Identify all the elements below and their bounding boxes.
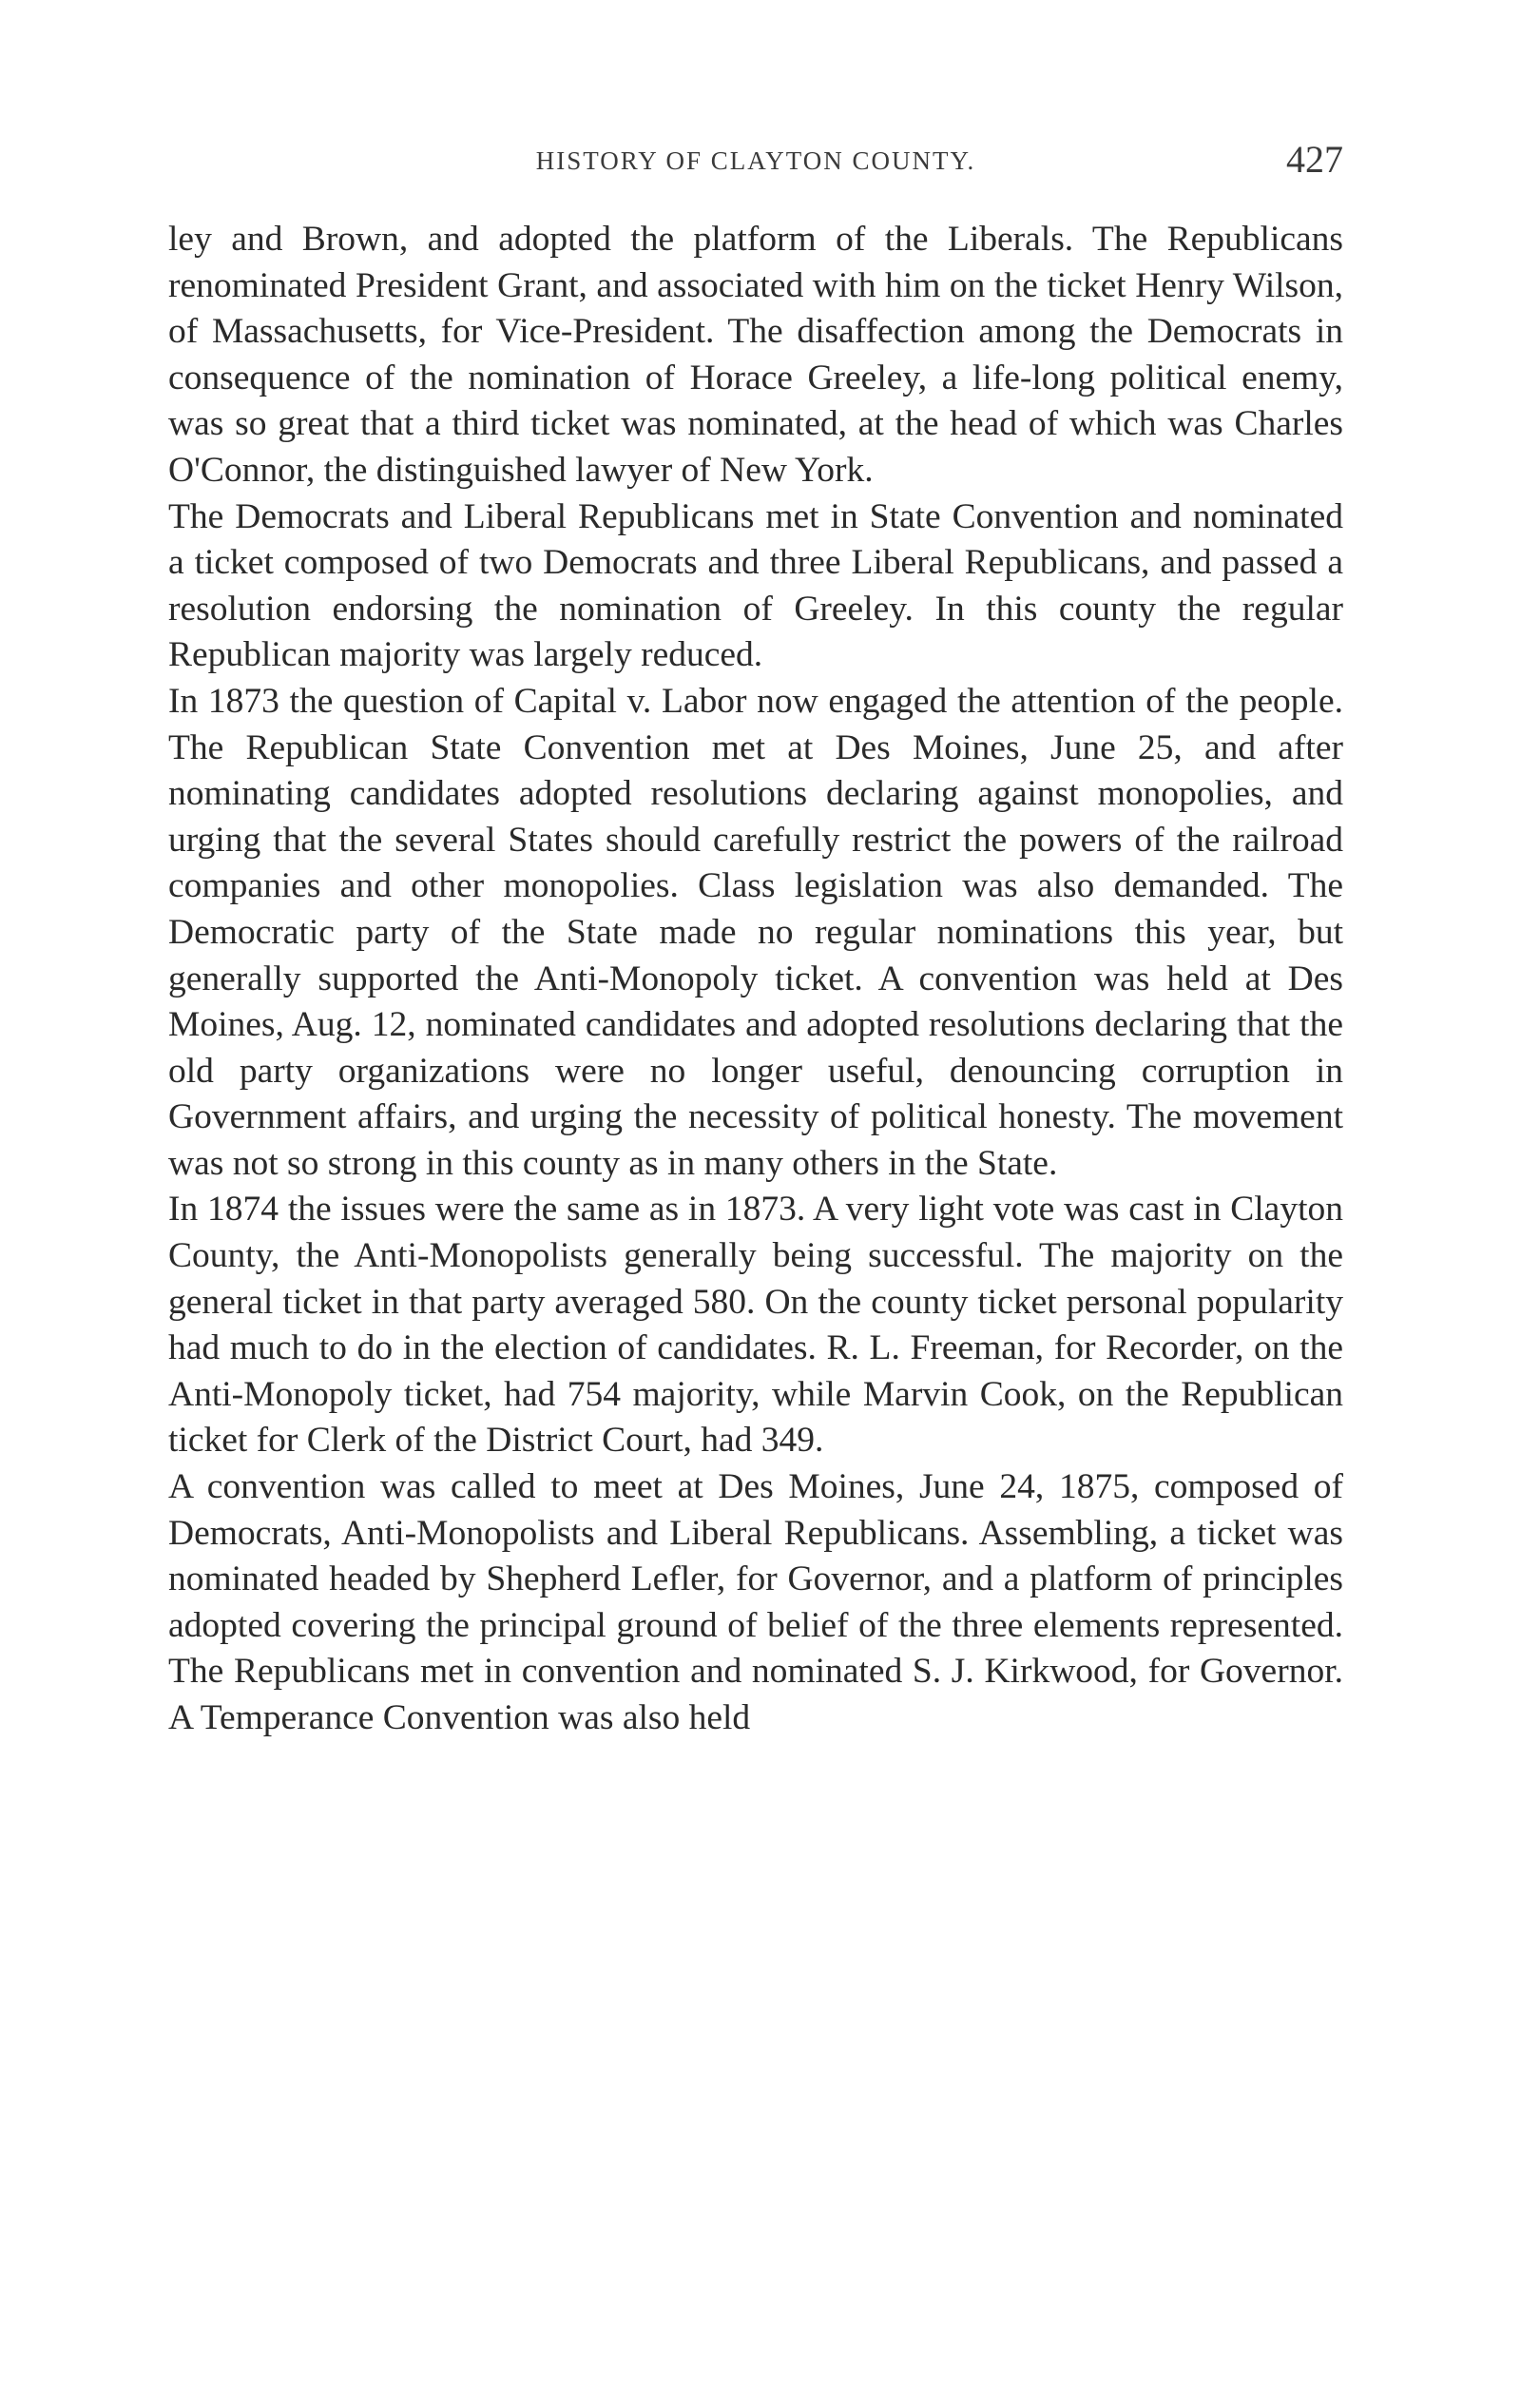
page-number: 427 bbox=[1286, 138, 1343, 181]
paragraph: A convention was called to meet at Des Moines, June 24, 1875, composed of Democrats, Anti-Monopolists and Liberal Republicans. Assembling, a ticket was nominated headed by Shepherd Lefler, for Governor, and a platform of principles adopted covering the principal ground of belief of the three elements represented. The Republicans met in convention and nominated S. J. Kirkwood, for Governor. A Temperance Convention was also held bbox=[168, 1467, 1343, 1737]
running-head: HISTORY OF CLAYTON COUNTY. bbox=[535, 146, 976, 175]
body-text bbox=[168, 217, 1343, 1742]
paragraph: ley and Brown, and adopted the platform of the Liberals. The Republicans renominated President Grant, and associated with him on the ticket Henry Wilson, of Massachusetts, for Vice-President. The disaffection among the Democrats in consequence of the nomination of Horace Greeley, a life-long political enemy, was so great that a third ticket was nominated, at the head of which was Charles O'Connor, the distinguished lawyer of New York. bbox=[168, 220, 1343, 490]
page-header bbox=[168, 138, 1343, 198]
paragraph: In 1874 the issues were the same as in 1873. A very light vote was cast in Clayton County, the Anti-Monopolists generally being successful. The majority on the general ticket in that party averaged 580. On the county ticket personal popularity had much to do in the election of candidates. R. L. Freeman, for Recorder, on the Anti-Monopoly ticket, had 754 majority, while Marvin Cook, on the Republican ticket for Clerk of the District Court, had 349. bbox=[168, 1190, 1343, 1461]
paragraph: In 1873 the question of Capital v. Labor now engaged the attention of the people. The Republican State Convention met at Des Moines, June 25, and after nominating candidates adopted resolutions declaring against monopolies, and urging that the several States should carefully restrict the powers of the railroad companies and other monopolies. Class legislation was also demanded. The Democratic party of the State made no regular nominations this year, but generally supported the Anti-Monopoly ticket. A convention was held at Des Moines, Aug. 12, nominated candidates and adopted resolutions declaring that the old party organizations were no longer useful, denouncing corruption in Government affairs, and urging the necessity of political honesty. The movement was not so strong in this county as in many others in the State. bbox=[168, 681, 1343, 1183]
paragraph: The Democrats and Liberal Republicans met in State Convention and nominated a ticket composed of two Democrats and three Liberal Republicans, and passed a resolution endorsing the nomination of Greeley. In this county the regular Republican majority was largely reduced. bbox=[168, 496, 1343, 675]
